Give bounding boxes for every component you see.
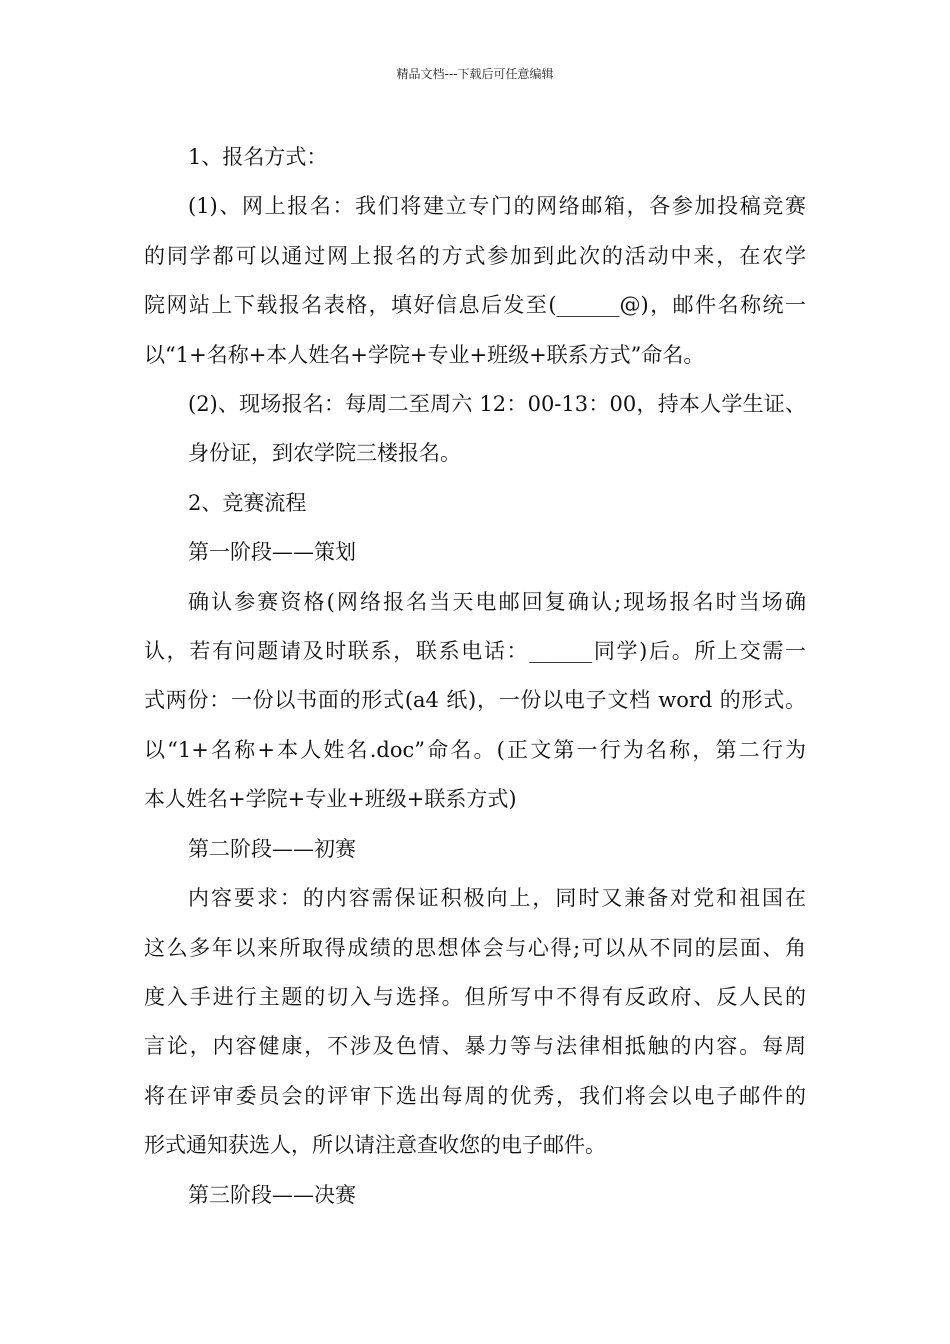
text-line: 将在评审委员会的评审下选出每周的优秀，我们将会以电子邮件的: [144, 1083, 806, 1108]
text-line: 度入手进行主题的切入与选择。但所写中不得有反政府、反人民的: [144, 984, 806, 1009]
text-line: 以“1+名称+本人姓名+学院+专业+班级+联系方式”命名。: [144, 342, 705, 367]
text-line: 本人姓名+学院+专业+班级+联系方式): [144, 787, 517, 812]
text-line: 身份证，到农学院三楼报名。: [188, 441, 461, 466]
text-line: 形式通知获选人，所以请注意查收您的电子邮件。: [144, 1133, 606, 1158]
text-line: 内容要求：的内容需保证积极向上，同时又兼备对党和祖国在: [188, 886, 806, 911]
page-header: 精品文档---下载后可任意编辑: [396, 67, 554, 81]
text-line: 院网站上下载报名表格，填好信息后发至(______@)，邮件名称统一: [144, 293, 806, 318]
text-line: 言论，内容健康，不涉及色情、暴力等与法律相抵触的内容。每周: [144, 1034, 806, 1059]
text-line: 的同学都可以通过网上报名的方式参加到此次的活动中来，在农学: [144, 243, 806, 268]
text-line: 1、报名方式：: [188, 145, 328, 169]
text-line: 确认参赛资格(网络报名当天电邮回复确认;现场报名时当场确: [188, 589, 806, 614]
text-line: 认，若有问题请及时联系，联系电话：______同学)后。所上交需一: [144, 639, 806, 664]
text-line: 第一阶段——策划: [188, 540, 356, 565]
text-line: 第二阶段——初赛: [188, 836, 356, 861]
text-line: (2)、现场报名：每周二至周六 12：00-13：00，持本人学生证、: [188, 392, 806, 417]
text-line: (1)、网上报名：我们将建立专门的网络邮箱，各参加投稿竞赛: [188, 194, 806, 219]
text-line: 第三阶段——决赛: [188, 1182, 356, 1207]
text-line: 2、竞赛流程: [188, 490, 307, 515]
text-line: 以“1+名称+本人姓名.doc”命名。(正文第一行为名称，第二行为: [144, 737, 806, 762]
document-body: [144, 133, 806, 1220]
text-line: 式两份：一份以书面的形式(a4 纸)，一份以电子文档 word 的形式。: [144, 688, 806, 713]
text-line: 这么多年以来所取得成绩的思想体会与心得;可以从不同的层面、角: [144, 935, 806, 960]
